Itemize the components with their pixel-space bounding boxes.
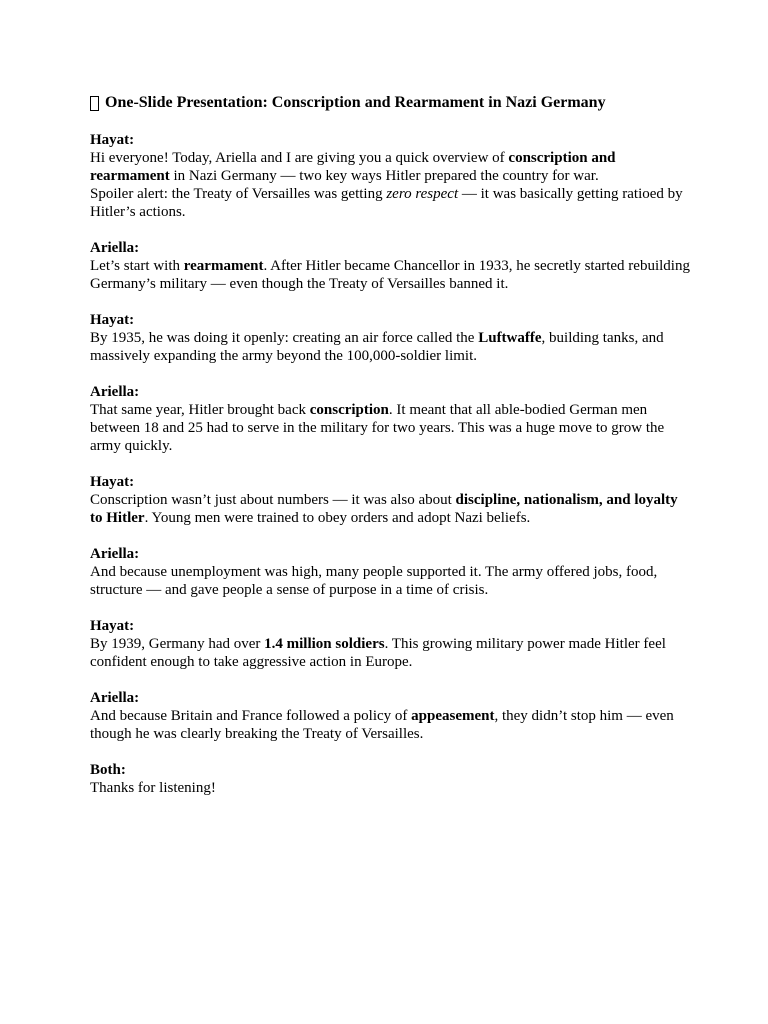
page-title-text: One-Slide Presentation: Conscription and Rearmament in Nazi Germany	[105, 94, 606, 111]
dialogue-block	[90, 761, 690, 797]
text-run: . After Hitler became Chancellor in 1933, he secretly started rebuilding Germany’s military — even though the Treaty of Versailles banned it.	[90, 258, 690, 292]
page-title	[90, 92, 690, 114]
paragraph	[90, 329, 690, 365]
speaker-label: Hayat:	[90, 132, 135, 148]
text-run: By 1939, Germany had over	[90, 636, 265, 652]
dialogue-block	[90, 131, 690, 221]
text-run: , they didn’t stop him — even though he was clearly breaking the Treaty of Versailles.	[90, 708, 674, 742]
paragraph	[90, 401, 690, 455]
text-run: in Nazi Germany — two key ways Hitler prepared the country for war.	[169, 168, 599, 184]
speaker-label: Ariella:	[90, 546, 140, 562]
paragraph	[90, 779, 690, 797]
text-run: That same year, Hitler brought back	[90, 402, 310, 418]
speaker-label: Hayat:	[90, 474, 135, 490]
text-run: By 1935, he was doing it openly: creating an air force called the	[90, 330, 479, 346]
bold-text: rearmament	[183, 258, 264, 274]
dialogue-block	[90, 617, 690, 671]
paragraph	[90, 491, 690, 527]
bold-text: appeasement	[411, 708, 495, 724]
dialogue-block	[90, 383, 690, 455]
bold-text: discipline, nationalism, and loyalty to Hitler	[90, 492, 678, 526]
text-run: Let’s start with	[90, 258, 184, 274]
text-run: Hi everyone! Today, Ariella and I are giving you a quick overview of	[90, 150, 509, 166]
text-run: , building tanks, and massively expanding the army beyond the 100,000-soldier limit.	[90, 330, 664, 364]
paragraph	[90, 635, 690, 671]
text-run: Conscription wasn’t just about numbers — it was also about	[90, 492, 456, 508]
dialogue-block	[90, 473, 690, 527]
text-run: Spoiler alert: the Treaty of Versailles was getting	[90, 186, 387, 202]
speaker-label: Ariella:	[90, 384, 140, 400]
bold-text: conscription and rearmament	[90, 150, 616, 184]
dialogue-block	[90, 311, 690, 365]
bold-text: 1.4 million soldiers	[264, 636, 385, 652]
paragraph	[90, 257, 690, 293]
speaker-label: Hayat:	[90, 312, 135, 328]
speaker-label: Ariella:	[90, 690, 140, 706]
paragraph	[90, 707, 690, 743]
text-run: . This growing military power made Hitler feel confident enough to take aggressive action in Europe.	[90, 636, 666, 670]
text-run: — it was basically getting ratioed by Hitler’s actions.	[90, 186, 683, 220]
text-run: . Young men were trained to obey orders and adopt Nazi beliefs.	[144, 510, 531, 526]
text-run: And because unemployment was high, many people supported it. The army offered jobs, food, structure — and gave people a sense of purpose in a time of crisis.	[90, 564, 658, 598]
paragraph	[90, 149, 690, 185]
bold-text: Luftwaffe	[478, 330, 542, 346]
speaker-label: Both:	[90, 762, 126, 778]
text-run: Thanks for listening!	[90, 780, 216, 796]
text-run: . It meant that all able-bodied German men between 18 and 25 had to serve in the military for two years. This was a huge move to grow the army quickly.	[90, 402, 665, 454]
dialogue-block	[90, 545, 690, 599]
bold-text: conscription	[309, 402, 389, 418]
italic-text: zero respect	[386, 186, 459, 202]
dialogue-blocks	[90, 131, 690, 797]
dialogue-block	[90, 689, 690, 743]
speaker-label: Ariella:	[90, 240, 140, 256]
missing-glyph-box-icon	[90, 96, 99, 111]
paragraph	[90, 563, 690, 599]
text-run: And because Britain and France followed a policy of	[90, 708, 412, 724]
dialogue-block	[90, 239, 690, 293]
document-page	[90, 92, 690, 815]
speaker-label: Hayat:	[90, 618, 135, 634]
paragraph	[90, 185, 690, 221]
